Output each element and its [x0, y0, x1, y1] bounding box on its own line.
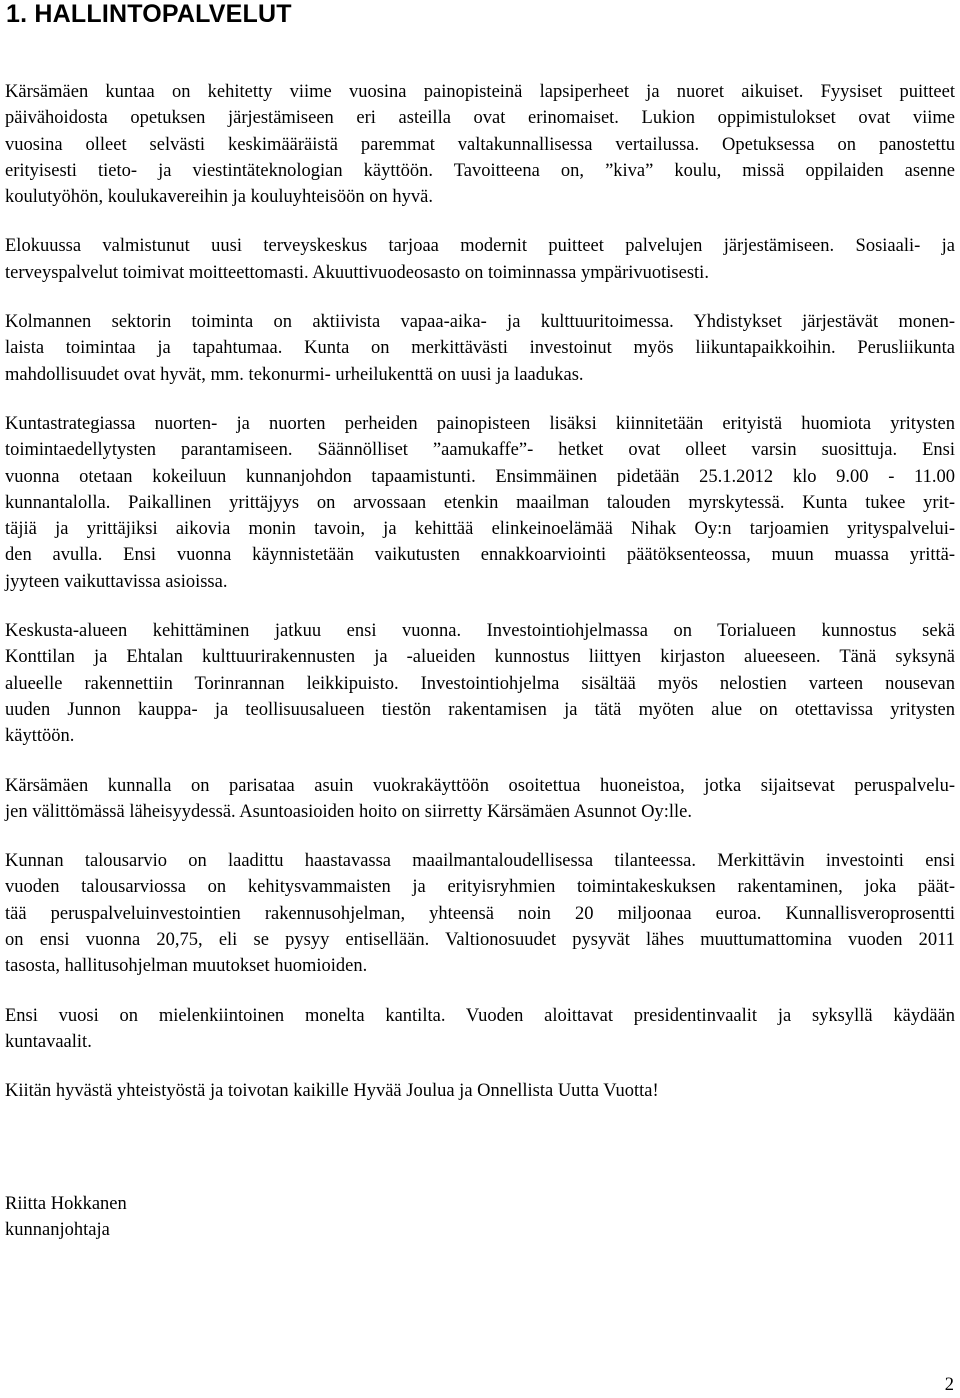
text-line: alueelle rakennettiin Torinrannan leikkipuisto. Investointiohjelma sisältää myös nelostien varteen nousevan: [5, 673, 955, 694]
page-number: 2: [944, 1375, 954, 1395]
text-line: käyttöön.: [5, 726, 75, 747]
text-line: on ensi vuonna 20,75, eli se pysyy entisellään. Valtionosuudet pysyvät lähes muuttumattomina vuoden 2011: [5, 930, 955, 951]
text-line: toimintaedellytysten parantamiseen. Säännölliset ”aamukaffe”- hetket ovat olleet varsin suosittuja. Ensi: [5, 440, 955, 461]
text-line: täjiä ja yrittäjiksi aikovia monin tavoin, ja kehittää elinkeinoelämää Nihak Oy:n tarjoamien yrityspalvelui-: [5, 519, 955, 540]
paragraph-greeting: [5, 1078, 955, 1104]
text-line: vuosina olleet selvästi keskimääräistä paremmat valtakunnallisessa vertailussa. Opetuksessa on panostettu: [5, 134, 955, 155]
text-line: Kärsämäen kuntaa on kehitetty viime vuosina painopisteinä lapsiperheet ja nuoret aikuiset. Fyysiset puitteet: [5, 82, 955, 102]
text-line: uuden Junnon kauppa- ja teollisuusalueen tiestön rakentamisen ja tätä myöten alue on otettavissa yritysten: [5, 699, 955, 720]
text-line: Keskusta-alueen kehittäminen jatkuu ensi vuonna. Investointiohjelmassa on Torialueen kunnostus sekä: [5, 621, 955, 642]
text-line: jyyteen vaikuttavissa asioissa.: [5, 571, 228, 592]
text-line: den avulla. Ensi vuonna käynnistetään vaikutusten ennakkoarviointi päätöksenteossa, muun muassa yrittä-: [5, 545, 955, 566]
text-line: erityisesti tieto- ja viestintäteknologian käyttöön. Tavoitteena on, ”kiva” koulu, missä oppilaiden asenne: [5, 160, 955, 181]
text-line: koulutyöhön, koulukavereihin ja kouluyhteisöön on hyvä.: [5, 187, 434, 208]
text-line: kuntavaalit.: [5, 1031, 92, 1052]
text-line: terveyspalvelut toimivat moitteettomasti. Akuuttivuodeosasto on toiminnassa ympärivuotisesti.: [5, 262, 709, 283]
text-line: kunnantalolla. Paikallinen yrittäjyys on arvossaan etenkin maailman talouden myrskytessä. Kunta tukee yrit-: [5, 492, 955, 513]
text-line: laista toimintaa ja tapahtumaa. Kunta on merkittävästi investoinut myös liikuntapaikkoihin. Perusliikunta: [5, 338, 955, 359]
paragraph-elections: [5, 1003, 955, 1056]
paragraph-housing: [5, 773, 955, 826]
text-line: Kuntastrategiassa nuorten- ja nuorten perheiden painopisteen lisäksi kiinnitetään erityistä huomiota yritysten: [5, 413, 955, 434]
signature-name: Riitta Hokkanen: [5, 1194, 127, 1214]
paragraph-budget: [5, 848, 955, 979]
text-line: Kärsämäen kunnalla on parisataa asuin vuokrakäyttöön osoitettua huoneistoa, jotka sijaitsevat peruspalvelu-: [5, 775, 955, 796]
text-line: Elokuussa valmistunut uusi terveyskeskus tarjoaa modernit puitteet palvelujen järjestämiseen. Sosiaali- ja: [5, 236, 955, 257]
text-line: Kunnan talousarvio on laadittu haastavassa maailmantaloudellisessa tilanteessa. Merkittävin investointi ensi: [5, 851, 955, 872]
paragraph-education: [5, 79, 955, 210]
signature-title: kunnanjohtaja: [5, 1220, 110, 1241]
document-body: [5, 79, 955, 1128]
paragraph-third-sector: [5, 309, 955, 388]
text-line: vuoden talousarviossa on kehitysvammaisten ja erityisryhmien toimintakeskuksen rakentaminen, joka päät-: [5, 877, 955, 898]
text-line: päivähoidosta opetuksen järjestämiseen eri asteilla ovat erinomaiset. Lukion oppimistulokset ovat viime: [5, 108, 955, 129]
paragraph-town-centre: [5, 618, 955, 749]
text-line: vuonna otetaan kokeiluun kunnanjohdon tapaamistunti. Ensimmäinen pidetään 25.1.2012 klo 9.00 - 11.00: [5, 466, 955, 487]
text-line: tasosta, hallitusohjelman muutokset huomioiden.: [5, 956, 368, 977]
text-line: Kolmannen sektorin toiminta on aktiivista vapaa-aika- ja kulttuuritoimessa. Yhdistykset järjestävät monen-: [5, 312, 955, 333]
paragraph-health: [5, 233, 955, 286]
text-line: jen välittömässä läheisyydessä. Asuntoasioiden hoito on siirretty Kärsämäen Asunnot Oy:lle.: [5, 801, 692, 822]
text-line: Konttilan ja Ehtalan kulttuurirakennusten ja -alueiden kunnostus liittyen kirjaston alueeseen. Tänä syksynä: [5, 647, 955, 668]
paragraph-strategy: [5, 411, 955, 595]
text-line: Kiitän hyvästä yhteistyöstä ja toivotan kaikille Hyvää Joulua ja Onnellista Uutta Vuotta!: [5, 1081, 659, 1102]
text-line: tää peruspalveluinvestointien rakennusohjelman, yhteensä noin 20 miljoonaa euroa. Kunnallisveroprosentti: [5, 903, 955, 924]
text-line: Ensi vuosi on mielenkiintoinen monelta kantilta. Vuoden aloittavat presidentinvaalit ja syksyllä käydään: [5, 1005, 955, 1026]
text-line: mahdollisuudet ovat hyvät, mm. tekonurmi- urheilukenttä on uusi ja laadukas.: [5, 364, 584, 385]
signature-block: [5, 1191, 127, 1244]
section-heading: 1. HALLINTOPALVELUT: [6, 0, 292, 28]
